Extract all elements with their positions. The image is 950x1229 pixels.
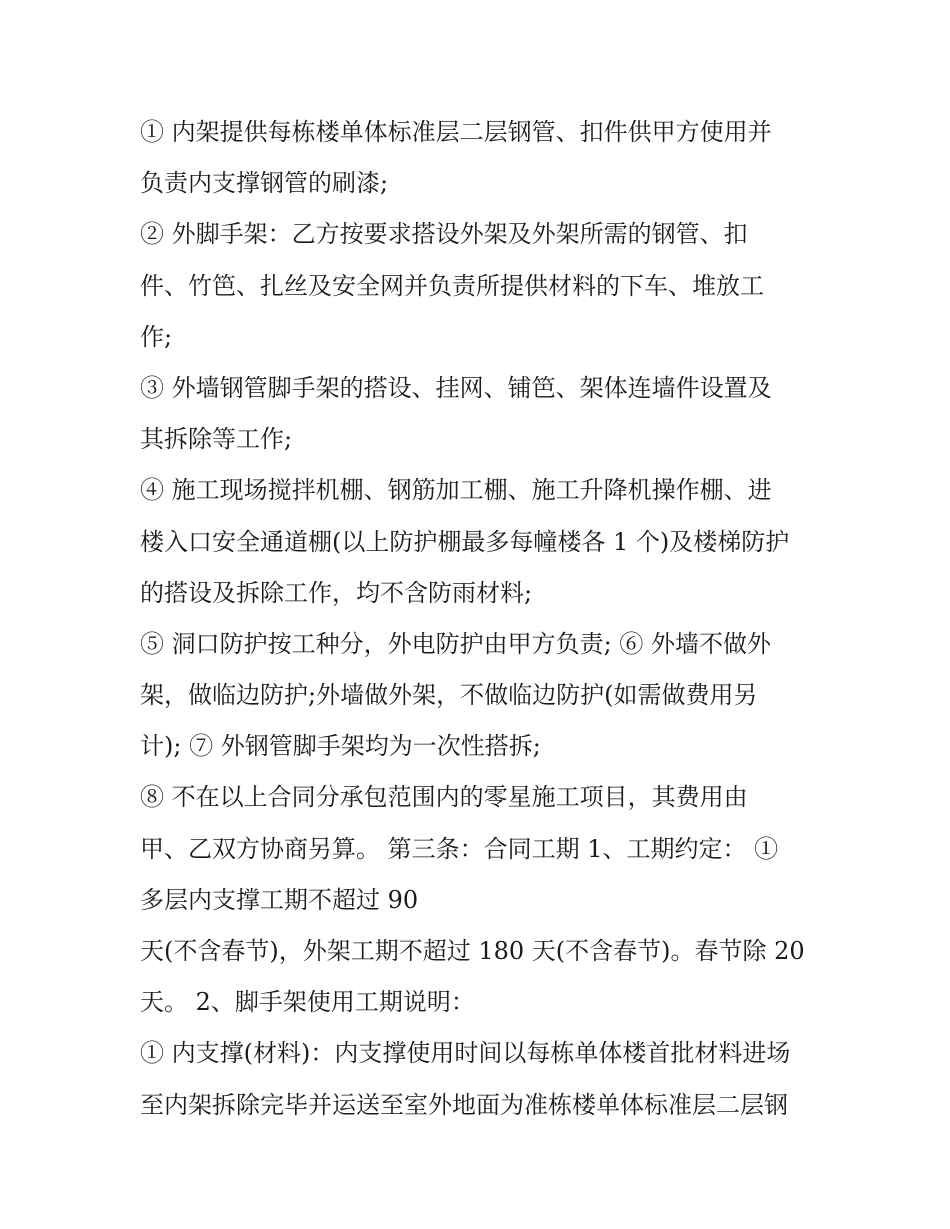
text-line: 的搭设及拆除工作，均不含防雨材料; [140, 578, 533, 607]
text-line: ② 外脚手架：乙方按要求搭设外架及外架所需的钢管、扣 [140, 220, 748, 249]
text-line: ① 内架提供每栋楼单体标准层二层钢管、扣件供甲方使用并 [140, 118, 772, 146]
text-line: ③ 外墙钢管脚手架的搭设、挂网、铺笆、架体连墙件设置及 [140, 373, 772, 402]
contract-text [140, 107, 830, 1131]
text-line: ④ 施工现场搅拌机棚、钢筋加工棚、施工升降机操作棚、进 [140, 476, 772, 505]
text-line: 计); ⑦ 外钢管脚手架均为一次性搭拆; [140, 732, 541, 761]
text-line: 至内架拆除完毕并运送至室外地面为准栋楼单体标准层二层钢 [140, 1090, 788, 1119]
text-line: 件、竹笆、扎丝及安全网并负责所提供材料的下车、堆放工 [140, 271, 764, 300]
text-line: 甲、乙双方协商另算。 第三条：合同工期 1、工期约定： ① [140, 834, 779, 863]
text-line: 负责内支撑钢管的刷漆; [140, 169, 389, 198]
text-line: 天(不含春节)，外架工期不超过 180 天(不含春节)。春节除 20 [140, 937, 805, 965]
text-line: 作; [140, 322, 173, 351]
text-line: ⑧ 不在以上合同分承包范围内的零星施工项目，其费用由 [140, 783, 748, 812]
text-line: ⑤ 洞口防护按工种分，外电防护由甲方负责; ⑥ 外墙不做外 [140, 629, 771, 658]
text-line: 楼入口安全通道棚(以上防护棚最多每幢楼各 1 个)及楼梯防护 [140, 527, 790, 556]
text-line: 天。 2、脚手架使用工期说明： [140, 988, 475, 1017]
text-line: 架，做临边防护;外墙做外架，不做临边防护(如需做费用另 [140, 681, 758, 710]
text-line: 其拆除等工作; [140, 425, 293, 454]
text-line: ① 内支撑(材料)：内支撑使用时间以每栋单体楼首批材料进场 [140, 1039, 791, 1068]
text-line: 多层内支撑工期不超过 90 [140, 885, 419, 914]
